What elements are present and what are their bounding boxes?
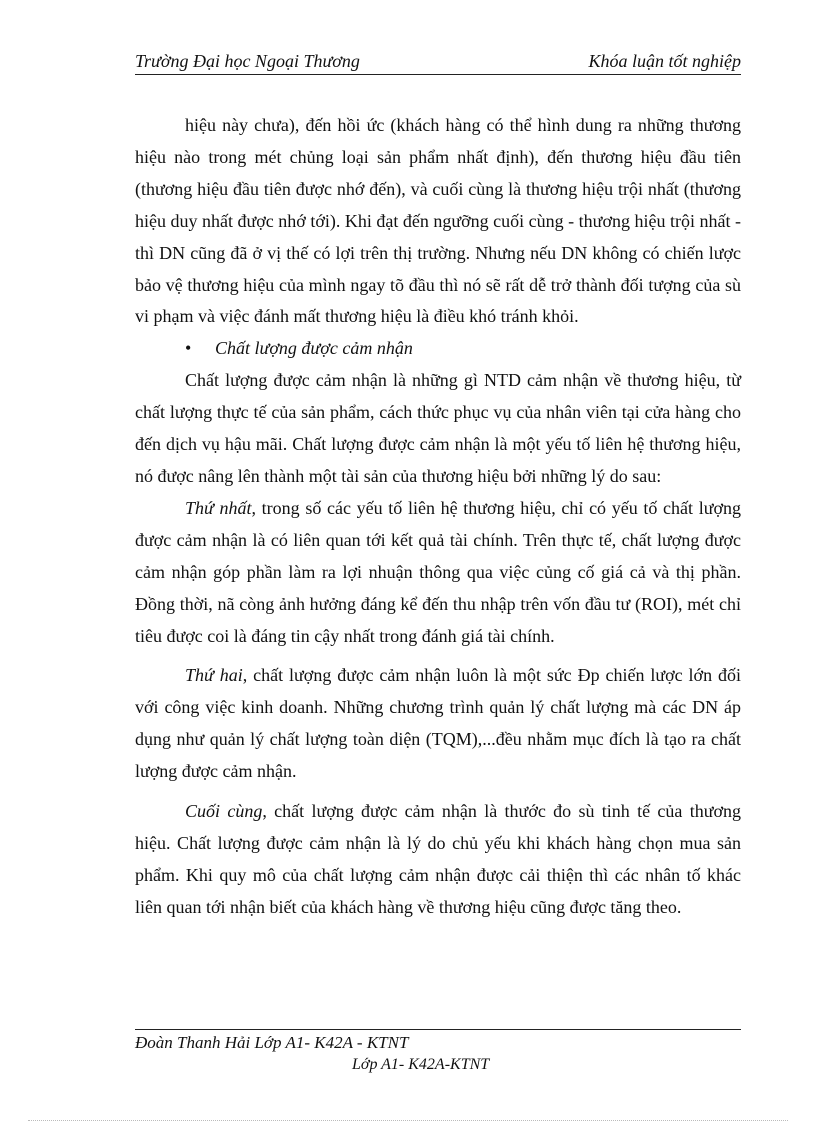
paragraph-5 — [135, 796, 741, 924]
main-content — [135, 110, 741, 924]
paragraph-2: Chất lượng được cảm nhận là những gì NTD cảm nhận về thương hiệu, từ chất lượng thực tế của sản phẩm, cách thức phục vụ của nhân viên tại cửa hàng cho đến dịch vụ hậu mãi. Chất lượng được cảm nhận là một yếu tố liên hệ thương hiệu, nó được nâng lên thành một tài sản của thương hiệu bởi những lý do sau: — [135, 370, 741, 486]
paragraph-4-lead: Thứ hai — [185, 665, 243, 686]
paragraph-3-lead: Thứ nhất — [185, 497, 252, 518]
bullet-item — [135, 333, 741, 365]
paragraph-3 — [135, 493, 741, 653]
page-bottom-border — [28, 1120, 788, 1121]
header-thesis-title: Khóa luận tốt nghiệp — [588, 51, 741, 71]
paragraph-5-text: , chất lượng được cảm nhận là thước đo sù tinh tế của thương hiệu. Chất lượng được cảm nhận là lý do chủ yếu khi khách hàng chọn mua sản phẩm. Khi quy mô của chất lượng cảm nhận được cải thiện thì các nhân tố khác liên quan tới nhận biết của khách hàng về thương hiệu cũng được tăng theo. — [135, 801, 741, 917]
paragraph-5-lead: Cuối cùng — [185, 801, 263, 822]
bullet-dot: • — [185, 338, 192, 359]
footer-class: Lớp A1- K42A-KTNT — [352, 1056, 490, 1073]
paragraph-4-text: , chất lượng được cảm nhận luôn là một sức Đp chiến lược lớn đối với công việc kinh doanh. Những chương trình quản lý chất lượng mà các DN áp dụng như quản lý chất lượng toàn diện (TQM),...đều nhằm mục đích là tạo ra chất lượng được cảm nhận. — [135, 665, 741, 782]
footer-author: Đoàn Thanh Hải Lớp A1- K42A - KTNT — [135, 1033, 409, 1052]
footer-divider — [135, 1029, 741, 1030]
bullet-heading: Chất lượng được cảm nhận — [215, 338, 413, 359]
header-university: Trường Đại học Ngoại Thương — [135, 51, 360, 71]
paragraph-4 — [135, 660, 741, 788]
paragraph-1: hiệu này chưa), đến hồi ức (khách hàng có thể hình dung ra những thương hiệu nào trong mét chủng loại sản phẩm nhất định), đến thương hiệu đầu tiên (thương hiệu đầu tiên được nhớ đến), và cuối cùng là thương hiệu trội nhất (thương hiệu duy nhất được nhớ tới). Khi đạt đến ngưỡng cuối cùng - thương hiệu trội nhất - thì DN cũng đã ở vị thế có lợi trên thị trường. Nhưng nếu DN không có chiến lược bảo vệ thương hiệu của mình ngay tõ đầu thì nó sẽ rất dễ trở thành đối tượng của sù vi phạm và việc đánh mất thương hiệu là điều khó tránh khỏi. — [135, 115, 741, 327]
paragraph-3-text: , trong số các yếu tố liên hệ thương hiệu, chỉ có yếu tố chất lượng được cảm nhận là có liên quan tới kết quả tài chính. Trên thực tế, chất lượng được cảm nhận góp phần làm ra lợi nhuận thông qua việc củng cố giá cả và thị phần. Đồng thời, nã còng ảnh hưởng đáng kể đến thu nhập trên vốn đầu tư (ROI), mét chỉ tiêu được coi là đáng tin cậy nhất trong đánh giá tài chính. — [135, 497, 741, 646]
page-header — [135, 50, 741, 75]
